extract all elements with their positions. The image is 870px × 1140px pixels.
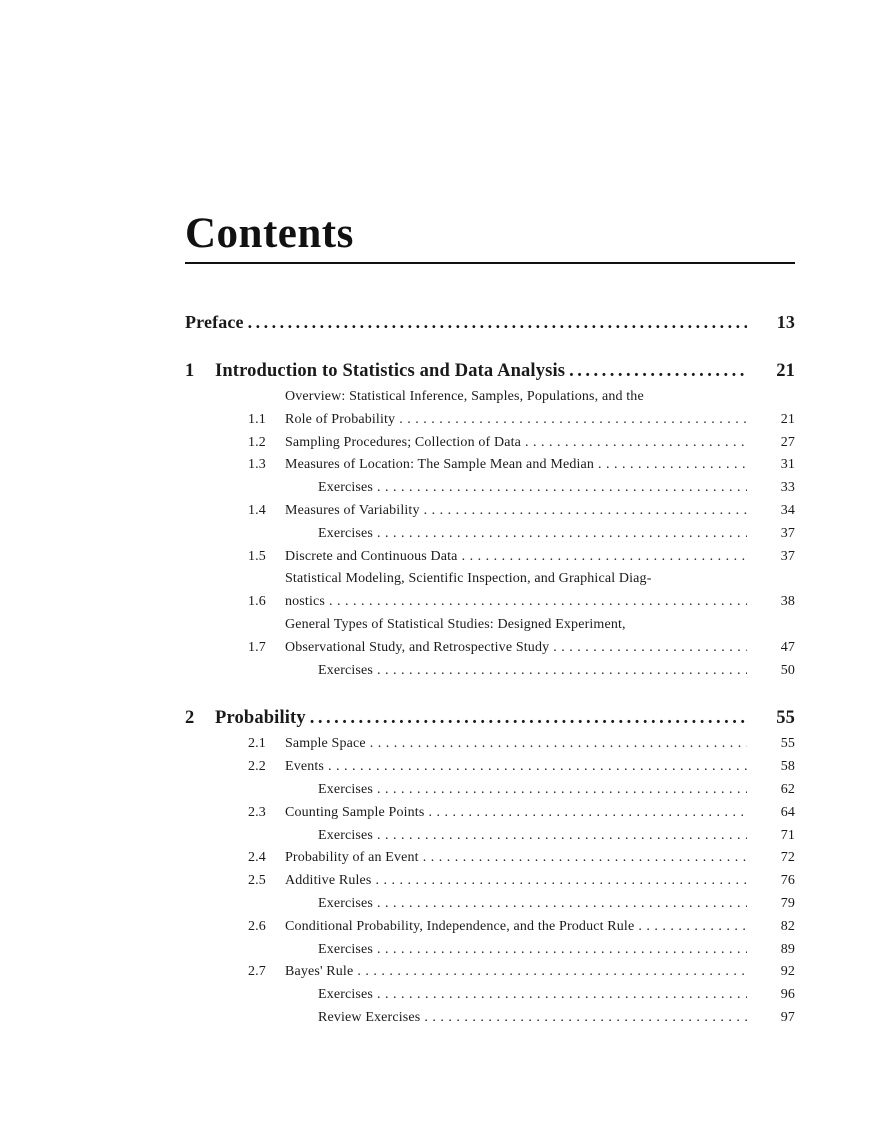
toc-entry-last-line — [285, 637, 751, 660]
toc-entry-body — [318, 1007, 751, 1030]
toc-entry-page-number: 21 — [776, 361, 795, 381]
toc-chapter-row — [185, 706, 795, 731]
toc-entry-number: 1.5 — [248, 548, 266, 564]
toc-exercise-row — [185, 477, 795, 500]
toc-entry-title-line: General Types of Statistical Studies: Designed Experiment, — [285, 616, 626, 632]
toc-entry-page-number: 47 — [780, 639, 795, 655]
toc-chapter-row — [185, 359, 795, 384]
toc-entry-page-number: 96 — [780, 987, 795, 1003]
toc-list — [185, 310, 795, 1030]
dot-leader — [377, 893, 747, 916]
toc-entry-number: 2.3 — [248, 804, 266, 820]
toc-entry-number: 2.1 — [248, 736, 266, 752]
dot-leader — [377, 779, 747, 802]
toc-entry-body — [285, 870, 751, 893]
toc-section-row — [185, 432, 795, 455]
toc-section-row — [185, 847, 795, 870]
toc-exercise-row — [185, 825, 795, 848]
toc-section-row — [185, 500, 795, 523]
toc-entry-page-number: 82 — [780, 918, 795, 934]
toc-entry-last-line — [318, 779, 751, 802]
toc-entry-last-line — [318, 660, 751, 683]
toc-entry-title: Observational Study, and Retrospective Study — [285, 639, 550, 655]
toc-entry-number: 2.7 — [248, 964, 266, 980]
toc-entry-page-number: 89 — [780, 941, 795, 957]
toc-section-row — [185, 916, 795, 939]
dot-leader — [357, 961, 747, 984]
toc-section-row — [185, 733, 795, 756]
toc-section-row — [185, 546, 795, 569]
toc-entry-last-line — [285, 500, 751, 523]
toc-entry-last-line — [215, 359, 751, 384]
toc-entry-last-line — [285, 546, 751, 569]
toc-entry-title: Additive Rules — [285, 873, 372, 889]
toc-section-row — [185, 802, 795, 825]
toc-entry-body — [318, 660, 751, 683]
toc-entry-body — [285, 500, 751, 523]
toc-entry-title: Counting Sample Points — [285, 804, 425, 820]
toc-entry-title: Measures of Location: The Sample Mean and Median — [285, 457, 595, 473]
toc-entry-title: Exercises — [318, 987, 373, 1003]
toc-entry-body — [285, 733, 751, 756]
toc-entry-number: 2.5 — [248, 873, 266, 889]
toc-entry-last-line — [318, 1007, 751, 1030]
toc-entry-last-line — [318, 893, 751, 916]
dot-leader — [553, 637, 747, 660]
toc-entry-number: 2.4 — [248, 850, 266, 866]
toc-entry-page-number: 71 — [780, 827, 795, 843]
toc-entry-title: Measures of Variability — [285, 502, 420, 518]
toc-section-row — [185, 454, 795, 477]
toc-entry-body — [285, 847, 751, 870]
toc-entry-title: Exercises — [318, 895, 373, 911]
toc-entry-number: 1.2 — [248, 434, 266, 450]
dot-leader — [462, 546, 747, 569]
toc-content — [185, 212, 795, 1030]
toc-entry-number: 1.4 — [248, 502, 266, 518]
toc-entry-body — [215, 359, 751, 384]
page-title: Contents — [185, 210, 354, 257]
toc-entry-title-line: Statistical Modeling, Scientific Inspection, and Graphical Diag- — [285, 571, 652, 587]
dot-leader — [375, 870, 747, 893]
toc-entry-page-number: 72 — [780, 850, 795, 866]
toc-entry-title: Preface — [185, 312, 244, 332]
toc-entry-number: 1 — [185, 361, 195, 381]
toc-preface-row — [185, 310, 795, 335]
dot-leader — [399, 409, 747, 432]
toc-entry-last-line — [318, 984, 751, 1007]
toc-entry-title: Sample Space — [285, 736, 366, 752]
toc-entry-last-line — [318, 825, 751, 848]
dot-leader — [377, 660, 747, 683]
toc-entry-last-line — [285, 916, 751, 939]
dot-leader — [377, 477, 747, 500]
toc-entry-body — [318, 523, 751, 546]
toc-entry-page-number: 13 — [776, 312, 795, 332]
toc-entry-last-line — [285, 961, 751, 984]
toc-entry-page-number: 34 — [780, 502, 795, 518]
toc-entry-body — [318, 939, 751, 962]
toc-section-row — [185, 568, 795, 614]
toc-entry-title: Introduction to Statistics and Data Analysis — [215, 361, 566, 381]
toc-entry-number: 2.6 — [248, 918, 266, 934]
toc-entry-page-number: 64 — [780, 804, 795, 820]
toc-entry-last-line — [285, 409, 751, 432]
toc-exercise-row — [185, 660, 795, 683]
toc-exercise-row — [185, 779, 795, 802]
dot-leader — [329, 591, 747, 614]
dot-leader — [377, 984, 747, 1007]
toc-entry-last-line — [285, 454, 751, 477]
toc-entry-page-number: 55 — [780, 736, 795, 752]
toc-entry-body — [285, 916, 751, 939]
toc-entry-page-number: 38 — [780, 594, 795, 610]
toc-entry-number: 1.3 — [248, 457, 266, 473]
toc-entry-page-number: 55 — [776, 708, 795, 729]
toc-entry-body — [285, 386, 751, 432]
toc-entry-title: Exercises — [318, 525, 373, 541]
toc-entry-last-line — [215, 706, 751, 731]
toc-entry-number: 1.1 — [248, 411, 266, 427]
toc-entry-title: Exercises — [318, 662, 373, 678]
toc-entry-page-number: 79 — [780, 895, 795, 911]
toc-entry-body — [318, 779, 751, 802]
toc-entry-last-line — [285, 591, 751, 614]
toc-entry-last-line — [285, 733, 751, 756]
dot-leader — [377, 523, 747, 546]
toc-entry-last-line — [285, 802, 751, 825]
toc-entry-title-line: Overview: Statistical Inference, Samples, Populations, and the — [285, 389, 644, 404]
toc-entry-number: 2 — [185, 708, 195, 729]
toc-entry-number: 1.7 — [248, 639, 266, 655]
dot-leader — [598, 454, 747, 477]
toc-entry-body — [285, 454, 751, 477]
toc-entry-page-number: 58 — [780, 759, 795, 775]
toc-entry-title: Events — [285, 759, 325, 775]
toc-entry-page-number: 62 — [780, 781, 795, 797]
dot-leader — [328, 756, 747, 779]
toc-entry-body — [318, 893, 751, 916]
toc-entry-last-line — [318, 523, 751, 546]
dot-leader — [310, 706, 747, 731]
toc-entry-page-number: 37 — [780, 525, 795, 541]
toc-entry-page-number: 37 — [780, 548, 795, 564]
toc-entry-title: Probability of an Event — [285, 850, 419, 866]
toc-entry-body — [285, 546, 751, 569]
dot-leader — [377, 939, 747, 962]
toc-entry-page-number: 21 — [780, 411, 795, 427]
toc-entry-page-number: 50 — [780, 662, 795, 678]
toc-entry-title: Review Exercises — [318, 1009, 421, 1025]
toc-entry-number: 2.2 — [248, 759, 266, 775]
toc-entry-title: nostics — [285, 594, 325, 610]
toc-entry-last-line — [285, 847, 751, 870]
toc-entry-title: Discrete and Continuous Data — [285, 548, 458, 564]
toc-entry-body — [285, 802, 751, 825]
title-rule — [185, 262, 795, 264]
toc-section-row — [185, 961, 795, 984]
toc-entry-title: Sampling Procedures; Collection of Data — [285, 434, 522, 450]
toc-exercise-row — [185, 984, 795, 1007]
dot-leader — [569, 359, 747, 384]
toc-entry-last-line — [285, 756, 751, 779]
toc-exercise-row — [185, 893, 795, 916]
toc-exercise-row — [185, 523, 795, 546]
toc-entry-body — [285, 756, 751, 779]
toc-entry-body — [285, 614, 751, 660]
toc-section-row — [185, 386, 795, 432]
toc-section-row — [185, 756, 795, 779]
toc-entry-body — [285, 568, 751, 614]
toc-entry-last-line — [318, 939, 751, 962]
toc-entry-last-line — [185, 310, 751, 335]
toc-entry-body — [215, 706, 751, 731]
toc-entry-title: Exercises — [318, 941, 373, 957]
toc-entry-title: Exercises — [318, 480, 373, 496]
toc-entry-page-number: 33 — [780, 480, 795, 496]
toc-entry-last-line — [285, 432, 751, 455]
toc-section-row — [185, 614, 795, 660]
toc-entry-title: Exercises — [318, 827, 373, 843]
toc-entry-body — [185, 310, 751, 335]
dot-leader — [377, 825, 747, 848]
toc-exercise-row — [185, 1007, 795, 1030]
toc-entry-body — [285, 961, 751, 984]
dot-leader — [248, 310, 747, 335]
toc-entry-body — [318, 477, 751, 500]
toc-entry-title: Role of Probability — [285, 411, 396, 427]
dot-leader — [424, 1007, 747, 1030]
toc-entry-title: Conditional Probability, Independence, and the Product Rule — [285, 918, 635, 934]
toc-entry-last-line — [285, 870, 751, 893]
toc-section-row — [185, 870, 795, 893]
dot-leader — [423, 847, 747, 870]
toc-entry-page-number: 76 — [780, 873, 795, 889]
toc-entry-title: Exercises — [318, 781, 373, 797]
toc-entry-body — [318, 984, 751, 1007]
dot-leader — [424, 500, 747, 523]
toc-entry-page-number: 97 — [780, 1009, 795, 1025]
toc-entry-title: Probability — [215, 708, 306, 729]
toc-entry-page-number: 31 — [780, 457, 795, 473]
toc-entry-body — [285, 432, 751, 455]
toc-entry-last-line — [318, 477, 751, 500]
toc-entry-page-number: 92 — [780, 964, 795, 980]
dot-leader — [525, 432, 747, 455]
dot-leader — [370, 733, 747, 756]
toc-entry-body — [318, 825, 751, 848]
dot-leader — [428, 802, 747, 825]
toc-exercise-row — [185, 939, 795, 962]
toc-entry-page-number: 27 — [780, 434, 795, 450]
toc-entry-title: Bayes' Rule — [285, 964, 354, 980]
dot-leader — [638, 916, 747, 939]
toc-entry-number: 1.6 — [248, 594, 266, 610]
